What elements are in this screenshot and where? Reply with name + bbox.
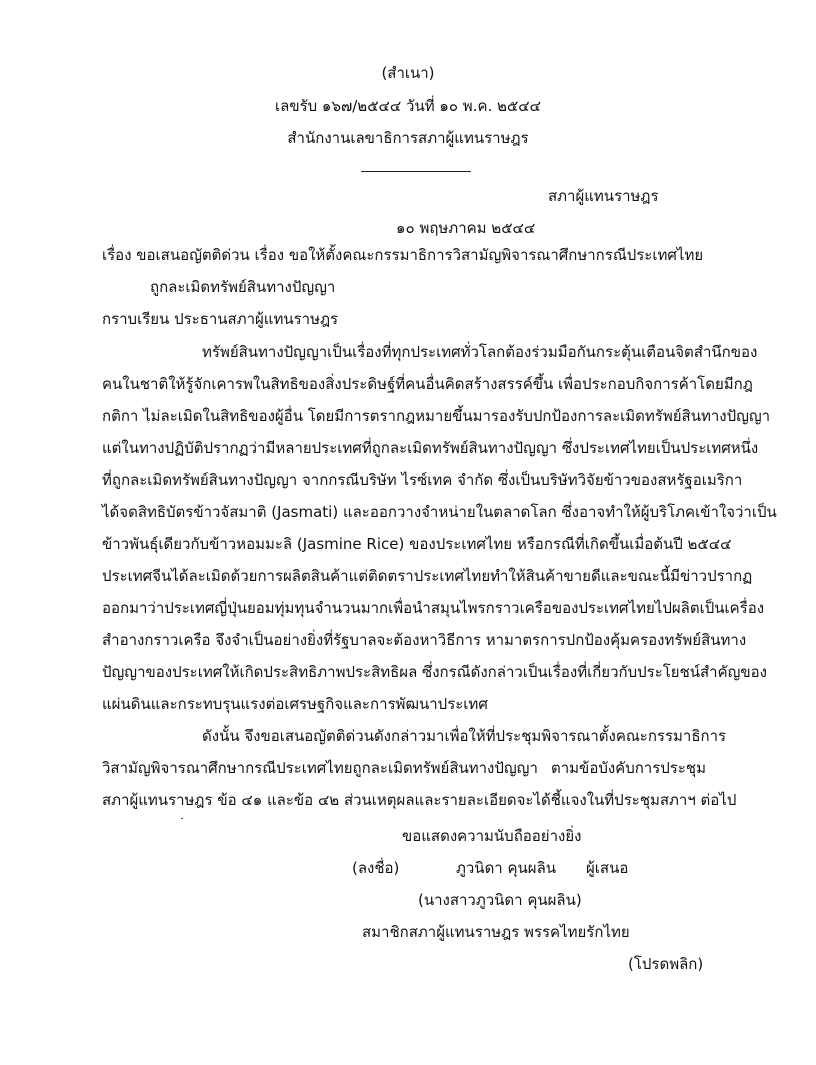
signer-name: ภูวนิดา คุนผลิน <box>456 859 557 877</box>
turn-over-note: (โปรดพลิก) <box>628 955 704 973</box>
letter-place: สภาผู้แทนราษฎร <box>548 187 659 205</box>
letter-date: ๑๐ พฤษภาคม ๒๕๔๔ <box>396 219 536 237</box>
paragraph-1-line: ได้จดสิทธิบัตรข้าวจัสมาติ (Jasmati) และออกวางจำหน่ายในตลาดโลก ซึ่งอาจทำให้ผู้บริโภคเข้าใจว่าเป็น <box>102 503 777 521</box>
paragraph-2-line: สภาผู้แทนราษฎร ข้อ ๔๑ และข้อ ๔๒ ส่วนเหตุผลและรายละเอียดจะได้ชี้แจงในที่ประชุมสภาฯ ต่อไป <box>102 791 737 809</box>
office-name: สำนักงานเลขาธิการสภาผู้แทนราษฎร <box>287 129 529 147</box>
closing: ขอแสดงความนับถืออย่างยิ่ง <box>402 827 582 845</box>
paragraph-1-line: ข้าวพันธุ์เดียวกับข้าวหอมมะลิ (Jasmine Rice) ของประเทศไทย หรือกรณีที่เกิดขึ้นเมื่อต้นปี ๒๕๔๔ <box>102 535 732 553</box>
signer-full-name: (นางสาวภูวนิดา คุนผลิน) <box>418 891 582 909</box>
header-divider <box>361 171 471 172</box>
signer-position: สมาชิกสภาผู้แทนราษฎร พรรคไทยรักไทย <box>362 923 630 941</box>
subject-line-2: ถูกละเมิดทรัพย์สินทางปัญญา <box>150 278 336 296</box>
paragraph-2-line: ดังนั้น จึงขอเสนอญัตติด่วนดังกล่าวมาเพื่อให้ที่ประชุมพิจารณาตั้งคณะกรรมาธิการ <box>202 727 727 745</box>
paragraph-1-line: กติกา ไม่ละเมิดในสิทธิของผู้อื่น โดยมีการตรากฎหมายขึ้นมารองรับปกป้องการละเมิดทรัพย์สินทางปัญญา <box>102 407 771 425</box>
paragraph-1-line: ที่ถูกละเมิดทรัพย์สินทางปัญญา จากกรณีบริษัท ไรซ์เทค จำกัด ซึ่งเป็นบริษัทวิจัยข้าวของสหรัฐอเมริกา <box>102 471 743 489</box>
copy-label: (สำเนา) <box>381 64 435 82</box>
scan-speck <box>181 818 183 819</box>
paragraph-1-line: สำอางกราวเครือ จึงจำเป็นอย่างยิ่งที่รัฐบาลจะต้องหาวิธีการ หามาตรการปกป้องคุ้มครองทรัพย์สินทาง <box>102 631 747 649</box>
paragraph-1-line: แผ่นดินและกระทบรุนแรงต่อเศรษฐกิจและการพัฒนาประเทศ <box>102 695 488 713</box>
paragraph-1-line: ออกมาว่าประเทศญี่ปุ่นยอมทุ่มทุนจำนวนมากเพื่อนำสมุนไพรกราวเครือของประเทศไทยไปผลิตเป็นเครื่อง <box>102 599 765 617</box>
paragraph-1-line: คนในชาติให้รู้จักเคารพในสิทธิของสิ่งประดิษฐ์ที่คนอื่นคิดสร้างสรรค์ขึ้น เพื่อประกอบกิจการค้าโดยมีกฎ <box>102 375 753 393</box>
paragraph-1-line: ปัญญาของประเทศให้เกิดประสิทธิภาพประสิทธิผล ซึ่งกรณีดังกล่าวเป็นเรื่องที่เกี่ยวกับประโยชน์สำคัญของ <box>102 663 768 681</box>
paragraph-2-line: วิสามัญพิจารณาศึกษากรณีประเทศไทยถูกละเมิดทรัพย์สินทางปัญญา ตามข้อบังคับการประชุม <box>102 759 706 777</box>
subject-line-1: เรื่อง ขอเสนอญัตติด่วน เรื่อง ขอให้ตั้งคณะกรรมาธิการวิสามัญพิจารณาศึกษากรณีประเทศไทย <box>102 246 704 264</box>
paragraph-1-line: ประเทศจีนได้ละเมิดด้วยการผลิตสินค้าแต่ติดตราประเทศไทยทำให้สินค้าขายดีและขณะนี้มีข่าวปรากฏ <box>102 567 753 585</box>
signer-role: ผู้เสนอ <box>586 859 629 877</box>
paragraph-1-line: ทรัพย์สินทางปัญญาเป็นเรื่องที่ทุกประเทศทั่วโลกต้องร่วมมือกันกระตุ้นเตือนจิตสำนึกของ <box>202 343 758 361</box>
sign-label: (ลงชื่อ) <box>352 859 400 877</box>
salutation: กราบเรียน ประธานสภาผู้แทนราษฎร <box>102 310 339 328</box>
paragraph-1-line: แต่ในทางปฏิบัติปรากฏว่ามีหลายประเทศที่ถูกละเมิดทรัพย์สินทางปัญญา ซึ่งประเทศไทยเป็นประเทศหนึ่ง <box>102 439 759 457</box>
receipt-line: เลขรับ ๑๖๗/๒๕๔๔ วันที่ ๑๐ พ.ค. ๒๕๔๔ <box>275 97 541 115</box>
